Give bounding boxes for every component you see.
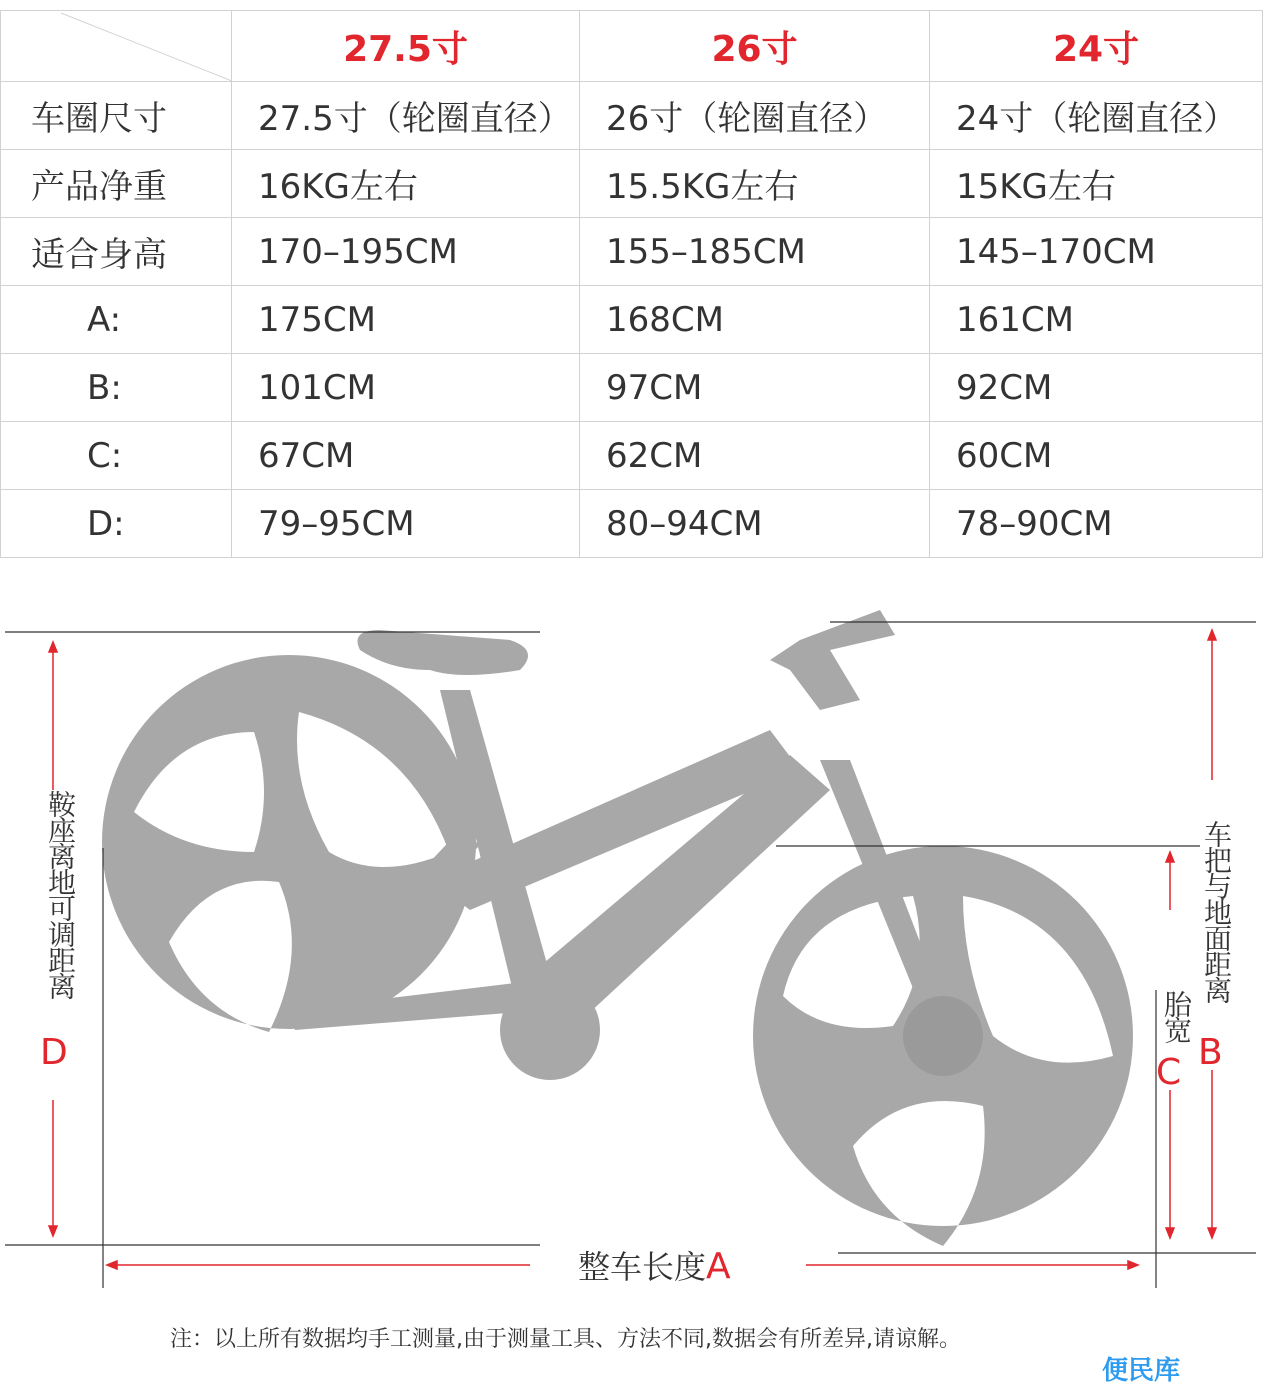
table-header-row [1,11,1263,82]
tire-width-letter: C [1156,1052,1182,1093]
crankset-icon [500,980,600,1080]
table-row [1,286,1263,354]
table-cell: 79–95CM [232,490,580,558]
saddle-height-label [40,790,80,998]
corner-cell [1,11,232,82]
table-row [1,82,1263,150]
row-label-net-weight: 产品净重 [1,150,232,218]
disc-brake-icon [903,996,983,1076]
table-row [1,218,1263,286]
saddle-height-text: 鞍座离地可调距离 [44,790,77,998]
row-label-d: D: [1,490,232,558]
tire-width-label [1156,990,1196,1042]
watermark-logo: 便民库 [1102,1356,1181,1386]
table-cell: 101CM [232,354,580,422]
table-cell: 92CM [930,354,1263,422]
table-row [1,150,1263,218]
table-cell: 15KG左右 [930,150,1263,218]
handlebar [770,610,895,710]
table-row [1,490,1263,558]
handlebar-height-text: 车把与地面距离 [1200,820,1233,1002]
size-table [0,10,1263,558]
table-cell: 175CM [232,286,580,354]
table-cell: 24寸（轮圈直径） [930,82,1263,150]
bike-silhouette [102,610,1133,1246]
overall-length-text: 整车长度 [578,1248,707,1286]
row-label-b: B: [1,354,232,422]
table-cell: 62CM [580,422,930,490]
saddle-icon [358,630,529,675]
rear-wheel-icon [102,655,476,1032]
diagonal-line [1,11,232,81]
table-cell: 15.5KG左右 [580,150,930,218]
table-cell: 155–185CM [580,218,930,286]
row-label-rim-size: 车圈尺寸 [1,82,232,150]
overall-length-letter: A [706,1246,731,1287]
table-cell: 16KG左右 [232,150,580,218]
row-label-rider-height: 适合身高 [1,218,232,286]
row-label-c: C: [1,422,232,490]
bike-illustration [0,580,1282,1320]
table-cell: 145–170CM [930,218,1263,286]
row-label-a: A: [1,286,232,354]
table-row [1,354,1263,422]
table-cell: 27.5寸（轮圈直径） [232,82,580,150]
table-row [1,422,1263,490]
handlebar-height-letter: B [1198,1032,1223,1073]
handlebar-height-label [1196,820,1236,1002]
column-header-27-5: 27.5寸 [232,11,580,82]
column-header-24: 24寸 [930,11,1263,82]
table-cell: 26寸（轮圈直径） [580,82,930,150]
table-cell: 168CM [580,286,930,354]
column-header-26: 26寸 [580,11,930,82]
measurement-note: 注：以上所有数据均手工测量,由于测量工具、方法不同,数据会有所差异,请谅解。 [170,1327,961,1352]
overall-length-label [578,1242,731,1288]
table-cell: 60CM [930,422,1263,490]
table-cell: 170–195CM [232,218,580,286]
table-cell: 67CM [232,422,580,490]
table-cell: 78–90CM [930,490,1263,558]
table-cell: 97CM [580,354,930,422]
table-cell: 161CM [930,286,1263,354]
tire-width-text: 胎宽 [1160,990,1193,1042]
saddle-height-letter: D [40,1032,68,1073]
bike-dimension-diagram [0,580,1282,1320]
table-cell: 80–94CM [580,490,930,558]
